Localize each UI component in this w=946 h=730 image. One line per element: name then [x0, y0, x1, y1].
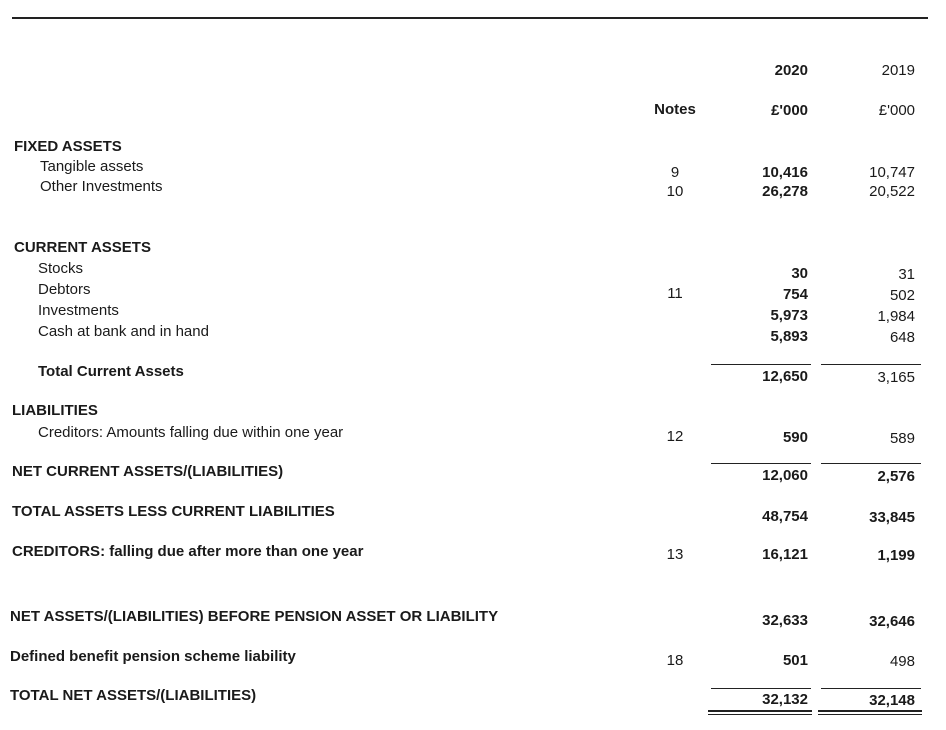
row-note: 11 [667, 285, 683, 302]
row-label: Cash at bank and in hand [38, 323, 209, 340]
top-rule [12, 17, 928, 19]
pension-prior: 498 [889, 653, 915, 670]
row-label: Tangible assets [40, 158, 144, 175]
total-current-assets-label: Total Current Assets [38, 363, 184, 380]
creditors-long-note: 13 [666, 546, 684, 563]
total-net-current: 32,132 [762, 691, 808, 708]
liabilities-heading: LIABILITIES [12, 402, 98, 419]
creditors-long-prior: 1,199 [877, 547, 915, 564]
double-underline [708, 710, 812, 712]
net-before-pension-label: NET ASSETS/(LIABILITIES) BEFORE PENSION ASSET OR LIABILITY [10, 608, 499, 625]
total-net-label: TOTAL NET ASSETS/(LIABILITIES) [10, 687, 257, 704]
row-current: 30 [791, 265, 808, 282]
creditors-long-label: CREDITORS: falling due after more than one year [12, 543, 364, 560]
unit-prior: £'000 [878, 102, 915, 119]
row-note: 10 [666, 183, 684, 200]
total-rule [711, 688, 811, 689]
total-less-current-label: TOTAL ASSETS LESS CURRENT LIABILITIES [12, 503, 335, 520]
row-prior: 31 [898, 266, 915, 283]
row-prior: 1,984 [877, 308, 915, 325]
current-assets-heading: CURRENT ASSETS [14, 239, 151, 256]
row-prior: 20,522 [869, 183, 915, 200]
row-label: Investments [38, 302, 119, 319]
net-before-pension-prior: 32,646 [869, 613, 915, 630]
row-prior: 10,747 [869, 164, 915, 181]
total-current-assets-prior: 3,165 [877, 369, 915, 386]
subtotal-rule [711, 364, 811, 365]
pension-label: Defined benefit pension scheme liability [10, 648, 296, 665]
total-net-prior: 32,148 [869, 692, 915, 709]
row-label: Other Investments [40, 178, 163, 195]
notes-heading: Notes [654, 101, 696, 118]
year-prior: 2019 [881, 62, 915, 79]
row-current: 5,893 [770, 328, 808, 345]
row-note: 9 [670, 164, 680, 181]
row-current: 754 [782, 286, 808, 303]
row-label: Stocks [38, 260, 84, 277]
net-before-pension-current: 32,633 [762, 612, 808, 629]
subtotal-rule [821, 364, 921, 365]
row-current: 26,278 [762, 183, 808, 200]
net-current-label: NET CURRENT ASSETS/(LIABILITIES) [12, 463, 284, 480]
year-current: 2020 [774, 62, 808, 79]
total-current-assets-current: 12,650 [762, 368, 808, 385]
net-current-current: 12,060 [762, 467, 808, 484]
row-current: 5,973 [770, 307, 808, 324]
row-prior: 648 [889, 329, 915, 346]
total-less-current-current: 48,754 [762, 508, 808, 525]
creditors-short-prior: 589 [889, 430, 915, 447]
double-underline [818, 710, 922, 712]
row-current: 10,416 [762, 164, 808, 181]
total-rule [821, 688, 921, 689]
creditors-short-note: 12 [666, 428, 684, 445]
creditors-short-label: Creditors: Amounts falling due within one year [38, 424, 344, 441]
subtotal-rule [821, 463, 921, 464]
creditors-short-current: 590 [782, 429, 808, 446]
unit-current: £'000 [771, 102, 808, 119]
creditors-long-current: 16,121 [762, 546, 808, 563]
pension-note: 18 [666, 652, 684, 669]
row-prior: 502 [889, 287, 915, 304]
net-current-prior: 2,576 [877, 468, 915, 485]
pension-current: 501 [782, 652, 808, 669]
double-underline [818, 714, 922, 715]
double-underline [708, 714, 812, 715]
fixed-assets-heading: FIXED ASSETS [14, 138, 122, 155]
total-less-current-prior: 33,845 [869, 509, 915, 526]
subtotal-rule [711, 463, 811, 464]
row-label: Debtors [38, 281, 91, 298]
